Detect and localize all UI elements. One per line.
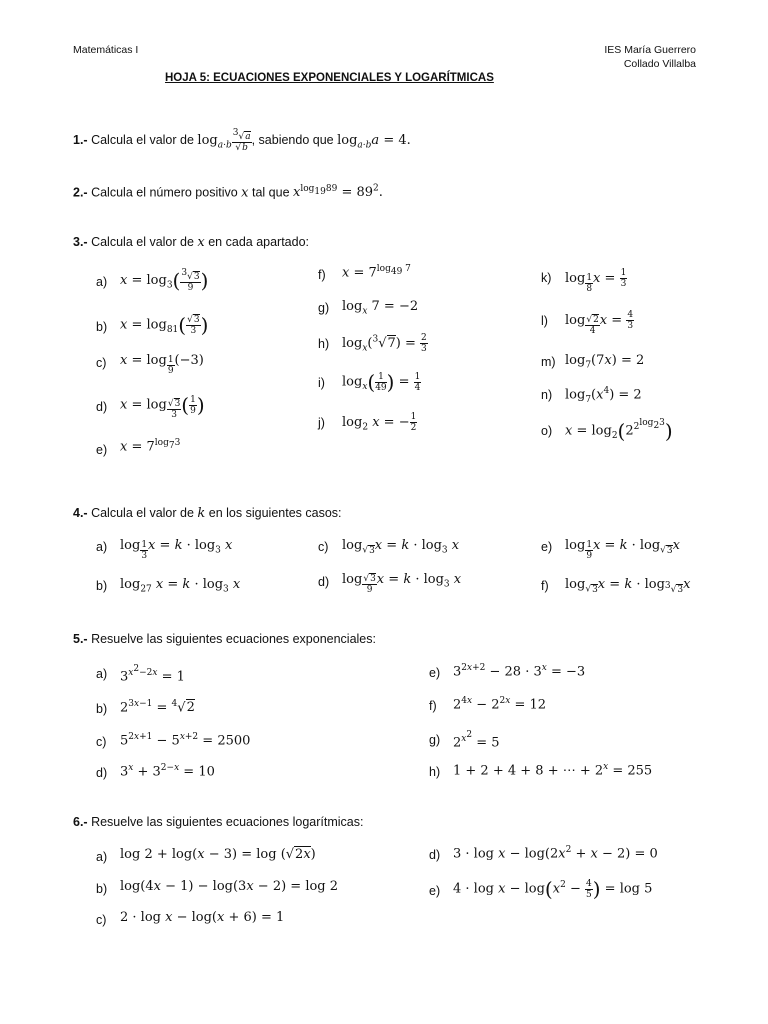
item-label: b): [96, 882, 108, 896]
question-number: 6.-: [73, 815, 88, 829]
question-number: 4.-: [73, 506, 88, 520]
equation: log $_{\frac{1}{8}}$ x = $\frac{1}{3}$: [565, 268, 627, 294]
item-label: d): [96, 766, 108, 780]
town-label: Collado Villalba: [623, 58, 696, 70]
equation: 2 · log x − log(x + 6) = 1: [120, 910, 285, 925]
equation: log $_{\frac{1}{9}}$ $x = k \cdot \log_{√3}x$: [565, 538, 680, 561]
item-label: g): [429, 733, 441, 747]
item-label: n): [541, 388, 553, 402]
item-label: k): [541, 271, 552, 285]
equation: log 2 + log(x − 3) = log (√2x): [120, 847, 316, 862]
question-number: 1.-: [73, 133, 88, 147]
page-title: HOJA 5: ECUACIONES EXPONENCIALES Y LOGARÍTMICAS: [165, 72, 494, 84]
item-label: d): [429, 848, 441, 862]
equation: $\log_{27} x = k \cdot \log_3 x$: [120, 577, 241, 595]
item-label: a): [96, 850, 108, 864]
expression: $\log_{a\cdot b}$ $\frac{^3√a}{√b}$: [197, 128, 251, 153]
question-3: [73, 235, 309, 250]
equation: $\log_{√3}x = k \cdot \log_{^3√3}x$: [565, 577, 691, 595]
expression: $x^{log_{19}89} = 89^2$.: [293, 184, 383, 201]
question-text: Resuelve las siguientes ecuaciones exponenciales:: [91, 632, 376, 646]
item-label: i): [318, 376, 325, 390]
question-number: 3.-: [73, 235, 88, 249]
question-number: 5.-: [73, 632, 88, 646]
question-text: Resuelve las siguientes ecuaciones logarítmicas:: [91, 815, 364, 829]
item-label: l): [541, 314, 548, 328]
item-label: b): [96, 579, 108, 593]
item-label: f): [541, 579, 549, 593]
equation: $x = 7^{log_73}$: [120, 438, 181, 455]
question-text: Calcula el número positivo: [91, 185, 238, 200]
item-label: h): [429, 765, 441, 779]
question-number: 2.-: [73, 185, 88, 200]
equation: log(4x − 1) − log(3x − 2) = log 2: [120, 879, 339, 894]
item-label: a): [96, 667, 108, 681]
equation: $2^{x^2} = 5$: [453, 730, 500, 751]
school-label: IES María Guerrero: [604, 44, 696, 56]
variable-x: x: [241, 185, 249, 201]
item-label: b): [96, 702, 108, 716]
equation: $3^{x^2-2x} = 1$: [120, 664, 185, 685]
equation: $\log_{√3}x = k \cdot \log_3 x$: [342, 538, 460, 556]
equation: $2^{4x} - 2^{2x} = 12$: [453, 696, 547, 713]
question-text: Calcula el valor de: [91, 133, 194, 147]
question-text: tal que: [252, 185, 290, 200]
equation: log $_{\frac{√2}{4}}$ x = $\frac{4}{3}$: [565, 310, 634, 336]
variable-x: x: [197, 235, 205, 250]
equation: $x = 7^{log_{49} 7}$: [342, 264, 411, 281]
question-4: [73, 506, 342, 521]
equation: $x = \log_2(2^{2^{log_23}})$: [565, 418, 673, 443]
item-label: a): [96, 540, 108, 554]
question-1: [73, 128, 411, 153]
question-text: en cada apartado:: [208, 235, 310, 249]
item-label: c): [96, 913, 107, 927]
equation: $4 \cdot \log x - \log(x^2$ − $\frac{4}{5}$ ) = log 5: [453, 877, 653, 901]
equation: $5^{2x+1} - 5^{x+2} = 2500$: [120, 732, 251, 749]
item-label: j): [318, 416, 325, 430]
equation: $\log_7(7x) = 2$: [565, 353, 645, 371]
equation: $x = \log_3$( $\frac{^3√3}{9}$ ): [120, 268, 209, 293]
equation: $\log_x 7 = -2$: [342, 299, 419, 317]
question-6: [73, 815, 363, 829]
item-label: h): [318, 337, 330, 351]
equation: $\log_x$( $\frac{1}{49}$ ) = $\frac{1}{4}$: [342, 370, 421, 394]
question-text: Calcula el valor de: [91, 506, 194, 520]
question-text: en los siguientes casos:: [208, 506, 342, 520]
equation: log $_{\frac{1}{3}}$ $x = k \cdot \log_3 x$: [120, 538, 233, 561]
question-5: [73, 632, 376, 646]
item-label: d): [96, 400, 108, 414]
equation: $x = \log_{81}$( $\frac{√3}{3}$ ): [120, 313, 209, 337]
question-text: Calcula el valor de: [91, 235, 194, 249]
item-label: e): [541, 540, 553, 554]
item-label: g): [318, 301, 330, 315]
subject-label: Matemáticas I: [73, 44, 139, 56]
item-label: c): [96, 735, 107, 749]
item-label: o): [541, 424, 553, 438]
item-label: f): [429, 699, 437, 713]
item-label: m): [541, 355, 556, 369]
item-label: e): [429, 884, 441, 898]
equation: $3 \cdot \log x - \log(2x^2 + x - 2) = 0$: [453, 845, 658, 862]
item-label: a): [96, 275, 108, 289]
equation: $\log_x(^3√7)$ = $\frac{2}{3}$: [342, 333, 427, 354]
equation: $3^x + 3^{2-x} = 10$: [120, 763, 215, 780]
variable-k: k: [197, 506, 206, 521]
equation: $3^{2x+2} - 28 \cdot 3^x = -3$: [453, 663, 586, 680]
item-label: d): [318, 575, 330, 589]
equation: x = log $_{\frac{1}{9}}$ (−3): [120, 353, 204, 376]
question-text: , sabiendo que: [251, 133, 334, 147]
equation: $\log_7(x^4) = 2$: [565, 386, 642, 405]
item-label: b): [96, 320, 108, 334]
item-label: c): [318, 540, 329, 554]
item-label: f): [318, 268, 326, 282]
question-2: [73, 184, 383, 200]
item-label: e): [96, 443, 108, 457]
equation: $2^{3x-1} = ^4√2$: [120, 699, 195, 716]
equation: 1 + 2 + 4 + 8 + ⋯ + $2^x = 255$: [453, 762, 653, 779]
expression: $\log_{a\cdot b}a = 4$.: [337, 133, 411, 151]
item-label: e): [429, 666, 441, 680]
equation: x = log $_{\frac{√3}{3}}$ ( $\frac{1}{9}$ ): [120, 393, 205, 421]
equation: log $_{\frac{√3}{9}}$ $x = k \cdot \log_3 x$: [342, 572, 462, 595]
equation: $\log_2 x$ = − $\frac{1}{2}$: [342, 412, 417, 433]
item-label: c): [96, 356, 107, 370]
